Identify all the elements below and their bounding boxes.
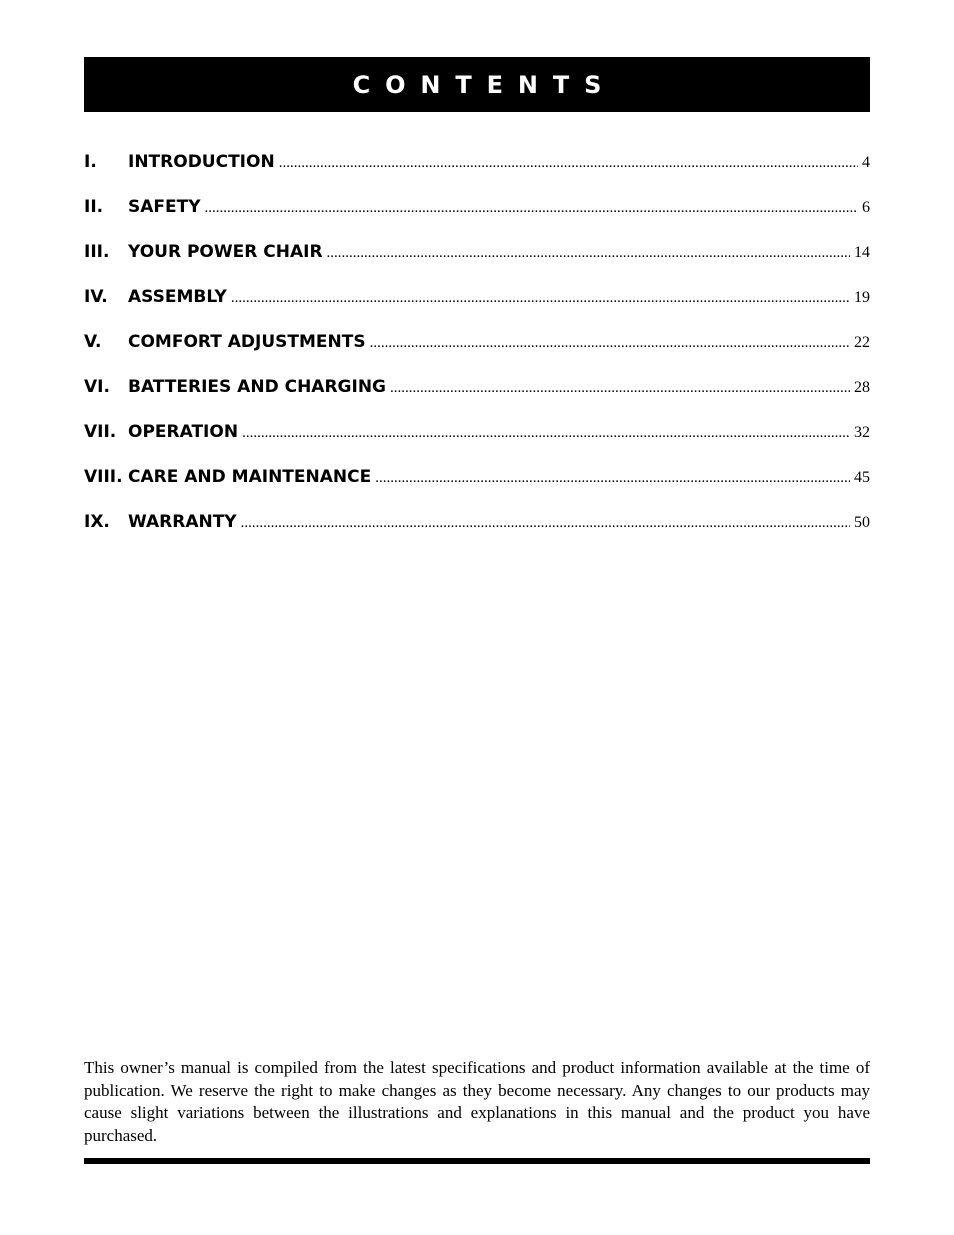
toc-dot-leader (205, 194, 858, 222)
table-of-contents (84, 148, 870, 553)
toc-entry-introduction[interactable] (84, 148, 870, 193)
toc-entry-page: 19 (854, 289, 870, 306)
toc-entry-number: II. (84, 197, 104, 217)
toc-entry-title: COMFORT ADJUSTMENTS (128, 332, 366, 352)
toc-entry-page: 45 (854, 469, 870, 486)
toc-dot-leader (375, 464, 850, 492)
toc-dot-leader (231, 284, 850, 312)
toc-entry-number: I. (84, 152, 97, 172)
toc-dot-leader (279, 149, 858, 177)
toc-entry-title: SAFETY (128, 197, 201, 217)
toc-entry-page: 28 (854, 379, 870, 396)
toc-entry-number: IV. (84, 287, 108, 307)
toc-entry-number: IX. (84, 512, 110, 532)
toc-entry-title: INTRODUCTION (128, 152, 275, 172)
toc-entry-number: VI. (84, 377, 110, 397)
toc-dot-leader (390, 374, 850, 402)
toc-entry-page: 50 (854, 514, 870, 531)
toc-entry-number: V. (84, 332, 102, 352)
toc-entry-title: WARRANTY (128, 512, 237, 532)
toc-entry-comfort-adjustments[interactable] (84, 328, 870, 373)
page-title: CONTENTS (352, 70, 617, 99)
toc-entry-batteries-and-charging[interactable] (84, 373, 870, 418)
toc-entry-warranty[interactable] (84, 508, 870, 553)
toc-entry-title: CARE AND MAINTENANCE (128, 467, 372, 487)
toc-entry-page: 4 (862, 154, 870, 171)
toc-entry-title: ASSEMBLY (128, 287, 227, 307)
toc-entry-care-and-maintenance[interactable] (84, 463, 870, 508)
toc-entry-title: YOUR POWER CHAIR (128, 242, 323, 262)
disclaimer-paragraph: This owner’s manual is compiled from the latest specifications and product information available at the time of publication. We reserve the right to make changes as they become necessary. Any changes to our products may cause slight variations between the illustrations and explanations in this manual and the product you have purchased. (84, 1058, 870, 1145)
toc-dot-leader (241, 509, 850, 537)
toc-entry-assembly[interactable] (84, 283, 870, 328)
toc-dot-leader (370, 329, 850, 357)
footer-rule (84, 1158, 870, 1164)
toc-entry-page: 22 (854, 334, 870, 351)
toc-entry-operation[interactable] (84, 418, 870, 463)
toc-entry-number: VII. (84, 422, 117, 442)
toc-entry-number: III. (84, 242, 110, 262)
toc-entry-page: 32 (854, 424, 870, 441)
toc-entry-page: 6 (862, 199, 870, 216)
toc-entry-safety[interactable] (84, 193, 870, 238)
contents-header-bar (84, 57, 870, 112)
toc-entry-your-power-chair[interactable] (84, 238, 870, 283)
toc-entry-page: 14 (854, 244, 870, 261)
toc-dot-leader (242, 419, 850, 447)
toc-entry-title: BATTERIES AND CHARGING (128, 377, 387, 397)
toc-dot-leader (327, 239, 850, 267)
toc-entry-title: OPERATION (128, 422, 239, 442)
toc-entry-number: VIII. (84, 467, 123, 487)
